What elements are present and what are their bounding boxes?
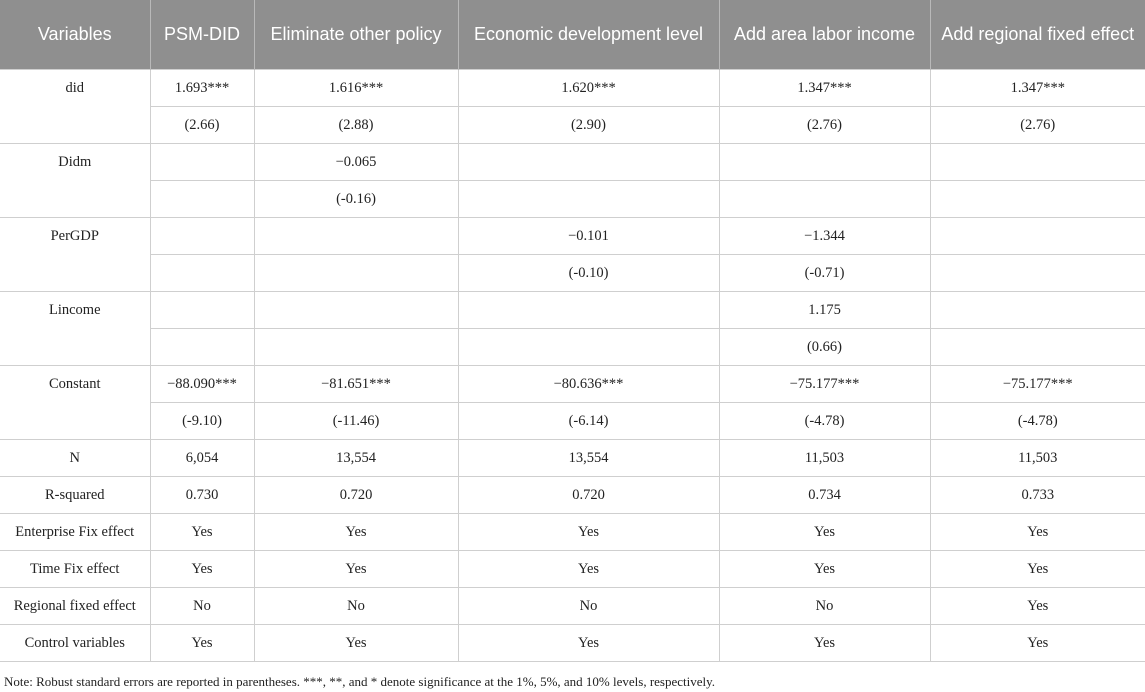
stat-cell: No (150, 588, 254, 625)
coef-cell: 1.175 (719, 292, 930, 329)
stat-cell: Yes (930, 514, 1145, 551)
header-add-area-labor-income: Add area labor income (719, 0, 930, 70)
stat-cell: Yes (719, 625, 930, 662)
se-cell: (2.88) (254, 107, 458, 144)
row-label: Lincome (0, 292, 150, 366)
stat-cell: Yes (458, 551, 719, 588)
stat-row (0, 625, 1145, 662)
se-cell (719, 181, 930, 218)
coef-cell: 1.693*** (150, 70, 254, 107)
coef-row (0, 144, 1145, 181)
se-cell: (0.66) (719, 329, 930, 366)
row-label: Constant (0, 366, 150, 440)
coef-cell (458, 144, 719, 181)
stat-cell: Yes (458, 625, 719, 662)
stat-cell: 0.733 (930, 477, 1145, 514)
stat-cell: Yes (150, 551, 254, 588)
coef-cell (930, 144, 1145, 181)
stat-row (0, 440, 1145, 477)
se-cell: (2.90) (458, 107, 719, 144)
coef-cell: −1.344 (719, 218, 930, 255)
coef-cell: 1.620*** (458, 70, 719, 107)
stat-cell: 0.720 (254, 477, 458, 514)
se-cell (150, 181, 254, 218)
row-label: Enterprise Fix effect (0, 514, 150, 551)
header-variables: Variables (0, 0, 150, 70)
stat-cell: Yes (254, 551, 458, 588)
stat-cell: No (254, 588, 458, 625)
coef-cell: −75.177*** (719, 366, 930, 403)
stat-cell: Yes (150, 625, 254, 662)
stat-cell: Yes (719, 551, 930, 588)
se-cell: (2.76) (719, 107, 930, 144)
se-cell (458, 181, 719, 218)
coef-cell (719, 144, 930, 181)
coef-cell: −81.651*** (254, 366, 458, 403)
se-cell: (-0.10) (458, 255, 719, 292)
coef-row (0, 366, 1145, 403)
se-cell (930, 329, 1145, 366)
se-cell: (-9.10) (150, 403, 254, 440)
row-label: Didm (0, 144, 150, 218)
coef-cell (150, 144, 254, 181)
row-label: N (0, 440, 150, 477)
coef-row (0, 218, 1145, 255)
se-cell: (2.76) (930, 107, 1145, 144)
se-row (0, 403, 1145, 440)
se-cell: (-11.46) (254, 403, 458, 440)
coef-cell: −75.177*** (930, 366, 1145, 403)
coef-cell (254, 292, 458, 329)
se-row (0, 107, 1145, 144)
stat-row (0, 588, 1145, 625)
header-psm-did: PSM-DID (150, 0, 254, 70)
coef-cell (458, 292, 719, 329)
se-cell: (-4.78) (930, 403, 1145, 440)
coef-cell: 1.347*** (719, 70, 930, 107)
stat-cell: 11,503 (719, 440, 930, 477)
row-label: Time Fix effect (0, 551, 150, 588)
coef-cell (150, 218, 254, 255)
se-cell: (-6.14) (458, 403, 719, 440)
row-label: PerGDP (0, 218, 150, 292)
header-eliminate-other-policy: Eliminate other policy (254, 0, 458, 70)
stat-row (0, 551, 1145, 588)
se-row (0, 329, 1145, 366)
stat-row (0, 477, 1145, 514)
stat-cell: 0.720 (458, 477, 719, 514)
stat-cell: 13,554 (254, 440, 458, 477)
se-cell: (-4.78) (719, 403, 930, 440)
coef-cell: 1.347*** (930, 70, 1145, 107)
stat-cell: Yes (719, 514, 930, 551)
header-row (0, 0, 1145, 70)
coef-row (0, 292, 1145, 329)
se-cell: (-0.71) (719, 255, 930, 292)
row-label: Control variables (0, 625, 150, 662)
se-cell (150, 329, 254, 366)
se-cell (930, 181, 1145, 218)
se-cell (150, 255, 254, 292)
stat-cell: 11,503 (930, 440, 1145, 477)
row-label: R-squared (0, 477, 150, 514)
se-row (0, 255, 1145, 292)
coef-cell (930, 218, 1145, 255)
header-economic-development-level: Economic development level (458, 0, 719, 70)
stat-cell: 0.734 (719, 477, 930, 514)
coef-cell: −0.101 (458, 218, 719, 255)
stat-row (0, 514, 1145, 551)
stat-cell: 0.730 (150, 477, 254, 514)
se-cell (254, 255, 458, 292)
se-cell (458, 329, 719, 366)
se-cell: (2.66) (150, 107, 254, 144)
stat-cell: 13,554 (458, 440, 719, 477)
coef-cell: −88.090*** (150, 366, 254, 403)
row-label: did (0, 70, 150, 144)
stat-cell: Yes (930, 625, 1145, 662)
stat-cell: Yes (254, 514, 458, 551)
se-cell: (-0.16) (254, 181, 458, 218)
stat-cell: Yes (150, 514, 254, 551)
coef-cell (150, 292, 254, 329)
header-add-regional-fixed-effect: Add regional fixed effect (930, 0, 1145, 70)
stat-cell: 6,054 (150, 440, 254, 477)
stat-cell: Yes (930, 588, 1145, 625)
stat-cell: Yes (254, 625, 458, 662)
stat-cell: Yes (930, 551, 1145, 588)
coef-cell: −80.636*** (458, 366, 719, 403)
coef-cell: −0.065 (254, 144, 458, 181)
stat-cell: No (458, 588, 719, 625)
coef-cell (254, 218, 458, 255)
stat-cell: Yes (458, 514, 719, 551)
row-label: Regional fixed effect (0, 588, 150, 625)
table-note: Note: Robust standard errors are reported in parentheses. ***, **, and * denote significance at the 1%, 5%, and 10% levels, respectively. (4, 674, 716, 689)
se-cell (254, 329, 458, 366)
coef-cell: 1.616*** (254, 70, 458, 107)
se-cell (930, 255, 1145, 292)
stat-cell: No (719, 588, 930, 625)
coef-row (0, 70, 1145, 107)
se-row (0, 181, 1145, 218)
coef-cell (930, 292, 1145, 329)
